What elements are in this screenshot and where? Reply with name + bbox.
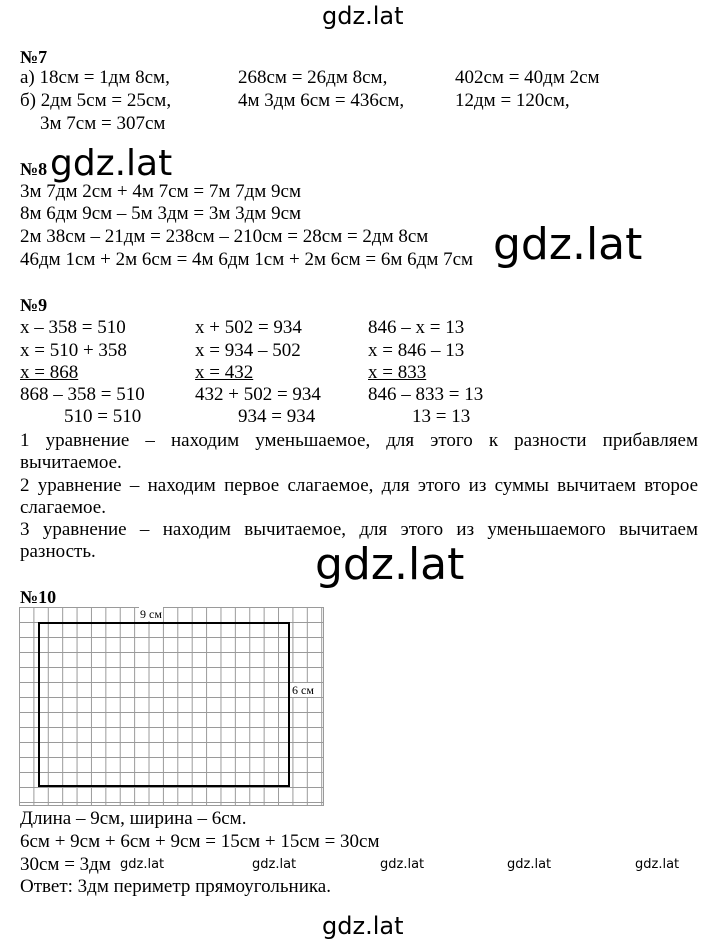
eq1-line-4: 868 – 358 = 510 [20,384,145,405]
watermark-small-1: gdz.lat [120,857,165,872]
task-7-c: 3м 7см = 307см [40,113,166,134]
explanation-3: 3 уравнение – находим вычитаемое, для этого из уменьшаемого вычитаем разность. [20,519,698,562]
eq3-line-4: 846 – 833 = 13 [368,384,484,405]
task-10-answer: Ответ: 3дм периметр прямоугольника. [20,876,331,897]
task-10-title: №10 [20,587,57,607]
watermark-small-2: gdz.lat [252,857,297,872]
task-10-line-3: 30см = 3дм [20,854,111,875]
eq2-line-2: x = 934 – 502 [195,340,301,361]
watermark-small-3: gdz.lat [380,857,425,872]
watermark-bottom: gdz.lat [322,912,404,940]
eq1-line-3: x = 868 [20,362,79,383]
task-10-line-2: 6см + 9см + 6см + 9см = 15см + 15см = 30см [20,831,380,852]
task-8-line-2: 8м 6дм 9см – 5м 3дм = 3м 3дм 9см [20,203,302,224]
rectangle-width-label: 9 см [140,607,162,621]
eq1-line-5: 510 = 510 [64,406,142,427]
task-9-title: №9 [20,295,48,315]
task-8-title: №8 [20,159,48,179]
eq2-line-4: 432 + 502 = 934 [195,384,321,405]
eq2-line-1: x + 502 = 934 [195,317,302,338]
task-7-a-3: 402см = 40дм 2см [455,67,600,88]
task-8-line-3: 2м 38см – 21дм = 238см – 210см = 28см = 2дм 8см [20,226,429,247]
eq2-line-5: 934 = 934 [238,406,316,427]
eq3-line-1: 846 – x = 13 [368,317,465,338]
eq3-line-2: x = 846 – 13 [368,340,465,361]
task-10-line-1: Длина – 9см, ширина – 6см. [20,808,247,829]
task-8-line-1: 3м 7дм 2см + 4м 7см = 7м 7дм 9см [20,181,302,202]
watermark-right: gdz.lat [493,219,643,270]
eq2-line-3: x = 432 [195,362,254,383]
watermark-top: gdz.lat [322,2,404,30]
watermark-small-4: gdz.lat [507,857,552,872]
explanation-2: 2 уравнение – находим первое слагаемое, для этого из суммы вычитаем второе слагаемое. [20,475,698,518]
rectangle-drawing [38,622,290,787]
eq1-line-2: x = 510 + 358 [20,340,127,361]
task-7-b-2: 4м 3дм 6см = 436см, [238,90,405,111]
watermark-middle: gdz.lat [315,539,465,590]
eq1-line-1: x – 358 = 510 [20,317,126,338]
task-7-b-1: б) 2дм 5см = 25см, [20,90,172,111]
task-7-b-3: 12дм = 120см, [455,90,570,111]
task-7-a-2: 268см = 26дм 8см, [238,67,388,88]
watermark-task8: gdz.lat [50,143,173,184]
eq3-line-3: x = 833 [368,362,427,383]
task-7-title: №7 [20,47,48,67]
rectangle-height-label: 6 см [292,683,314,697]
explanation-1: 1 уравнение – находим уменьшаемое, для этого к разности прибавляем вычитаемое. [20,430,698,473]
watermark-small-5: gdz.lat [635,857,680,872]
eq3-line-5: 13 = 13 [412,406,471,427]
task-7-a-1: а) 18см = 1дм 8см, [20,67,170,88]
task-8-line-4: 46дм 1см + 2м 6см = 4м 6дм 1см + 2м 6см = 6м 6дм 7см [20,249,474,270]
